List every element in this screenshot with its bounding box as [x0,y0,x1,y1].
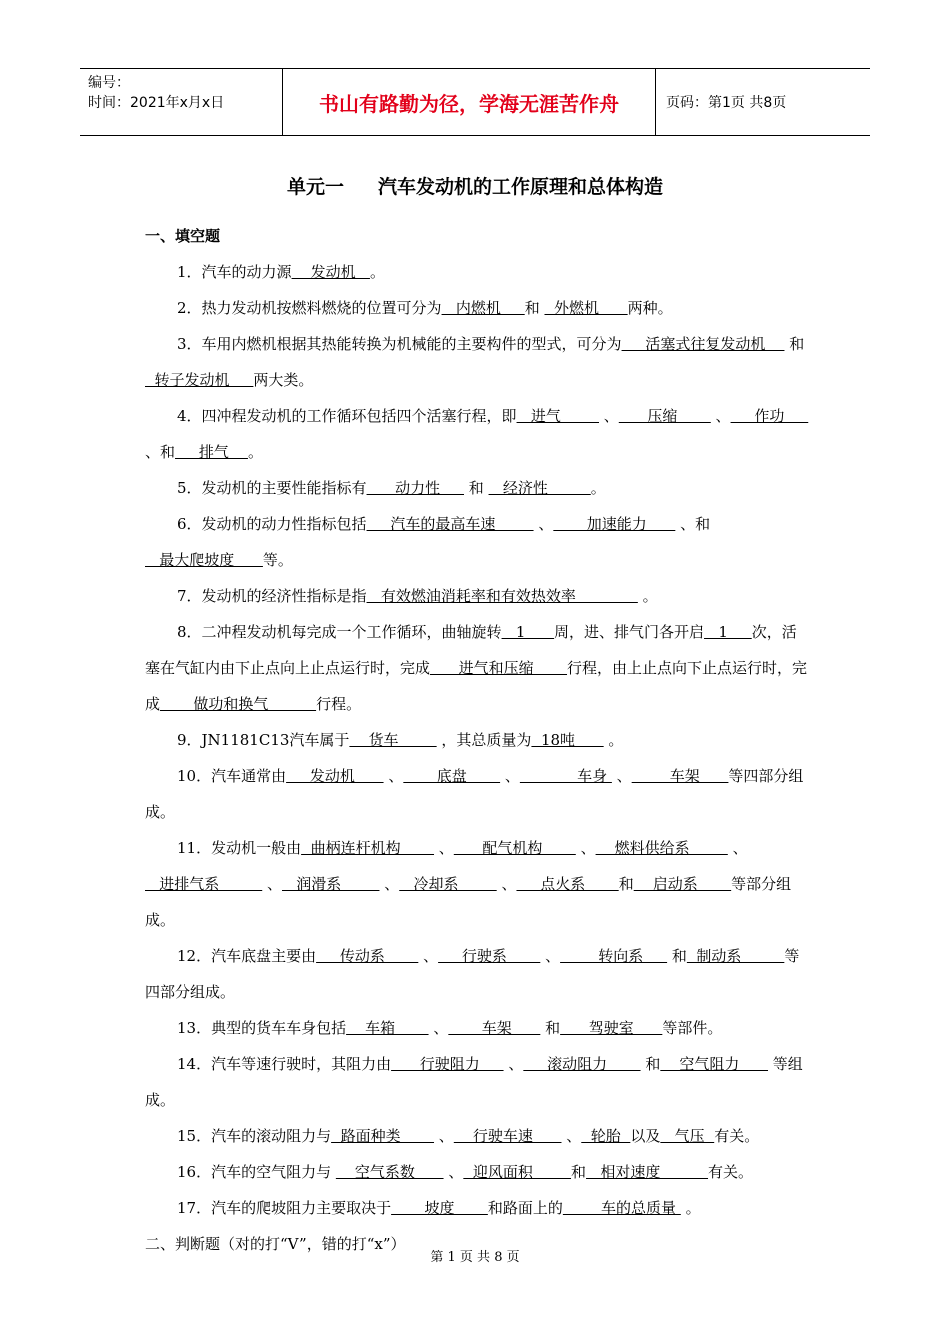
question-text: 10．汽车通常由 [177,767,287,785]
question-text: 、 [434,839,454,857]
answer-blank: 内燃机 [441,299,525,317]
question-text: 和 [464,479,489,497]
question-text: 、 [434,1127,454,1145]
answer-blank: 活塞式往复发动机 [621,335,785,353]
question-text: 和 [640,1055,661,1073]
question-text: 、 [443,1163,464,1181]
question-text: 、 [533,515,554,533]
answer-blank: 坡度 [391,1199,488,1217]
question-item [145,1118,810,1154]
answer-blank: 进气和压缩 [430,659,568,677]
question-text: 行程。 [316,695,362,713]
question-text: 、 [710,407,731,425]
question-text: 和 [571,1163,587,1181]
question-text: 、 [561,1127,582,1145]
page-title [0,172,950,199]
question-text: 以及 [630,1127,661,1145]
question-text: 。 [369,263,385,281]
answer-blank: 空气系数 [335,1163,444,1181]
answer-blank: 1 [501,623,555,641]
answer-blank: 燃料供给系 [595,839,728,857]
answer-blank: 进排气系 [145,875,263,893]
question-text: 。 [680,1199,701,1217]
question-item [145,1154,810,1190]
question-text: 和路面上的 [487,1199,563,1217]
question-text: 、 [500,767,520,785]
question-text: 、 [383,767,404,785]
question-text: 9．JN1181C13汽车属于 [177,731,350,749]
motto: 书山有路勤为径，学海无涯苦作舟 [282,69,656,135]
question-item [145,722,810,758]
header-meta [80,69,282,135]
answer-blank: 发动机 [286,767,384,785]
question-item [145,830,810,938]
answer-blank: 18吨 [531,731,604,749]
question-text: 等部件。 [662,1019,723,1037]
question-text: 和 [540,1019,561,1037]
answer-blank: 配气机构 [453,839,576,857]
question-item [145,506,810,578]
question-text: 、 [379,875,400,893]
question-text: 15．汽车的滚动阻力与 [177,1127,332,1145]
question-text: 、 [599,407,619,425]
question-text: 、 [575,839,596,857]
question-text: 、 [540,947,561,965]
answer-blank: 启动系 [633,875,732,893]
answer-blank: 相对速度 [586,1163,709,1181]
answer-blank: 货车 [349,731,437,749]
answer-blank: 迎风面积 [463,1163,572,1181]
question-text: 和 [618,875,634,893]
question-text: 、 [262,875,282,893]
answer-blank: 车箱 [346,1019,429,1037]
question-text: 、 [503,1055,524,1073]
answer-blank: 路面种类 [331,1127,435,1145]
question-text: 次，活塞在气缸内由下止点向上止点运行时，完成 [145,623,797,677]
answer-blank: 底盘 [403,767,501,785]
answer-blank: 作功 [730,407,809,425]
answer-blank: 做功和换气 [160,695,317,713]
question-item [145,758,810,830]
section-heading-true-false: 二、判断题（对的打“V”，错的打“x”） [145,1235,406,1253]
question-item [145,578,810,614]
question-text: 12．汽车底盘主要由 [177,947,317,965]
question-text: 。 [247,443,263,461]
question-text: 、 [428,1019,449,1037]
answer-blank: 进气 [516,407,599,425]
question-text: 等组成。 [145,1055,803,1109]
answer-blank: 车的总质量 [562,1199,681,1217]
answer-blank: 空气阻力 [660,1055,769,1073]
answer-blank: 行驶车速 [453,1127,562,1145]
question-item [145,470,810,506]
page-footer: 第 1 页 共 8 页 [430,1250,520,1265]
answer-blank: 车身 [519,767,612,785]
answer-blank: 动力性 [366,479,464,497]
question-text: ，其总质量为 [436,731,532,749]
answer-blank: 经济性 [488,479,591,497]
question-text: 等。 [262,551,293,569]
answer-blank: 1 [704,623,752,641]
question-text: 8．二冲程发动机每完成一个工作循环，曲轴旋转 [177,623,502,641]
answer-blank: 排气 [175,443,248,461]
question-text: 。 [603,731,624,749]
question-text: 16．汽车的空气阻力与 [177,1163,336,1181]
answer-blank: 轮胎 [581,1127,631,1145]
question-text: 3．车用内燃机根据其热能转换为机械能的主要构件的型式，可分为 [177,335,622,353]
question-text: 17．汽车的爬坡阻力主要取决于 [177,1199,392,1217]
answer-blank: 润滑系 [282,875,380,893]
answer-blank: 点火系 [516,875,619,893]
question-text: 和 [784,335,805,353]
question-item [145,614,810,722]
question-text: 、和 [145,443,176,461]
answer-blank: 加速能力 [553,515,676,533]
answer-blank: 冷却系 [399,875,497,893]
question-text: 行程，由上止点向下止点运行时，完成 [145,659,808,713]
question-text: 1．汽车的动力源 [177,263,292,281]
answer-blank: 汽车的最高车速 [366,515,534,533]
question-item [145,326,810,398]
question-item [145,1190,810,1226]
answer-blank: 行驶系 [438,947,541,965]
question-item [145,1046,810,1118]
question-item [145,254,810,290]
question-text: 有关。 [714,1127,760,1145]
question-text: 、 [418,947,439,965]
answer-blank: 转向系 [560,947,668,965]
answer-blank: 车架 [448,1019,541,1037]
question-text: 周，进、排气门各开启 [554,623,705,641]
page-code: 页码：第1页 共8页 [666,95,787,111]
question-text: 、 [727,839,748,857]
answer-blank: 行驶阻力 [391,1055,504,1073]
question-text: 等四部分组成。 [145,767,804,821]
answer-blank: 驾驶室 [560,1019,663,1037]
answer-blank: 转子发动机 [145,371,254,389]
question-list [145,254,810,1226]
number-label: 编号： [88,75,130,91]
question-item [145,398,810,470]
answer-blank: 压缩 [618,407,711,425]
title-text: 汽车发动机的工作原理和总体构造 [378,176,664,198]
question-item [145,1010,810,1046]
answer-blank: 有效燃油消耗率和有效热效率 [366,587,638,605]
answer-blank: 最大爬坡度 [145,551,263,569]
answer-blank: 制动系 [686,947,785,965]
document-body [145,218,810,1262]
answer-blank: 曲柄连杆机构 [301,839,435,857]
question-text: 有关。 [708,1163,754,1181]
question-text: 两种。 [627,299,673,317]
question-text: 7．发动机的经济性指标是指 [177,587,367,605]
question-text: 等四部分组成。 [145,947,800,1001]
question-text: 14．汽车等速行驶时，其阻力由 [177,1055,392,1073]
question-text: 11．发动机一般由 [177,839,302,857]
question-text: 等部分组成。 [145,875,792,929]
question-text: 6．发动机的动力性指标包括 [177,515,367,533]
answer-blank: 发动机 [291,263,370,281]
question-text: 2．热力发动机按燃料燃烧的位置可分为 [177,299,442,317]
question-text: 、和 [675,515,711,533]
answer-blank: 车架 [631,767,729,785]
question-text: 两大类。 [253,371,314,389]
question-text: 13．典型的货车车身包括 [177,1019,347,1037]
question-item [145,290,810,326]
question-text: 、 [611,767,632,785]
time-label: 时间：2021年x月x日 [88,95,225,111]
question-text: 、 [496,875,517,893]
answer-blank: 传动系 [316,947,419,965]
header-table [80,68,870,136]
section-heading-fill-blank: 一、填空题 [145,227,221,245]
question-text: 5．发动机的主要性能指标有 [177,479,367,497]
answer-blank: 外燃机 [544,299,628,317]
question-text: 4．四冲程发动机的工作循环包括四个活塞行程，即 [177,407,517,425]
question-text: 和 [667,947,687,965]
title-unit: 单元一 [286,176,344,198]
question-text: 。 [637,587,658,605]
answer-blank: 气压 [660,1127,715,1145]
question-text: 。 [590,479,606,497]
question-item [145,938,810,1010]
answer-blank: 滚动阻力 [523,1055,641,1073]
question-text: 和 [524,299,545,317]
